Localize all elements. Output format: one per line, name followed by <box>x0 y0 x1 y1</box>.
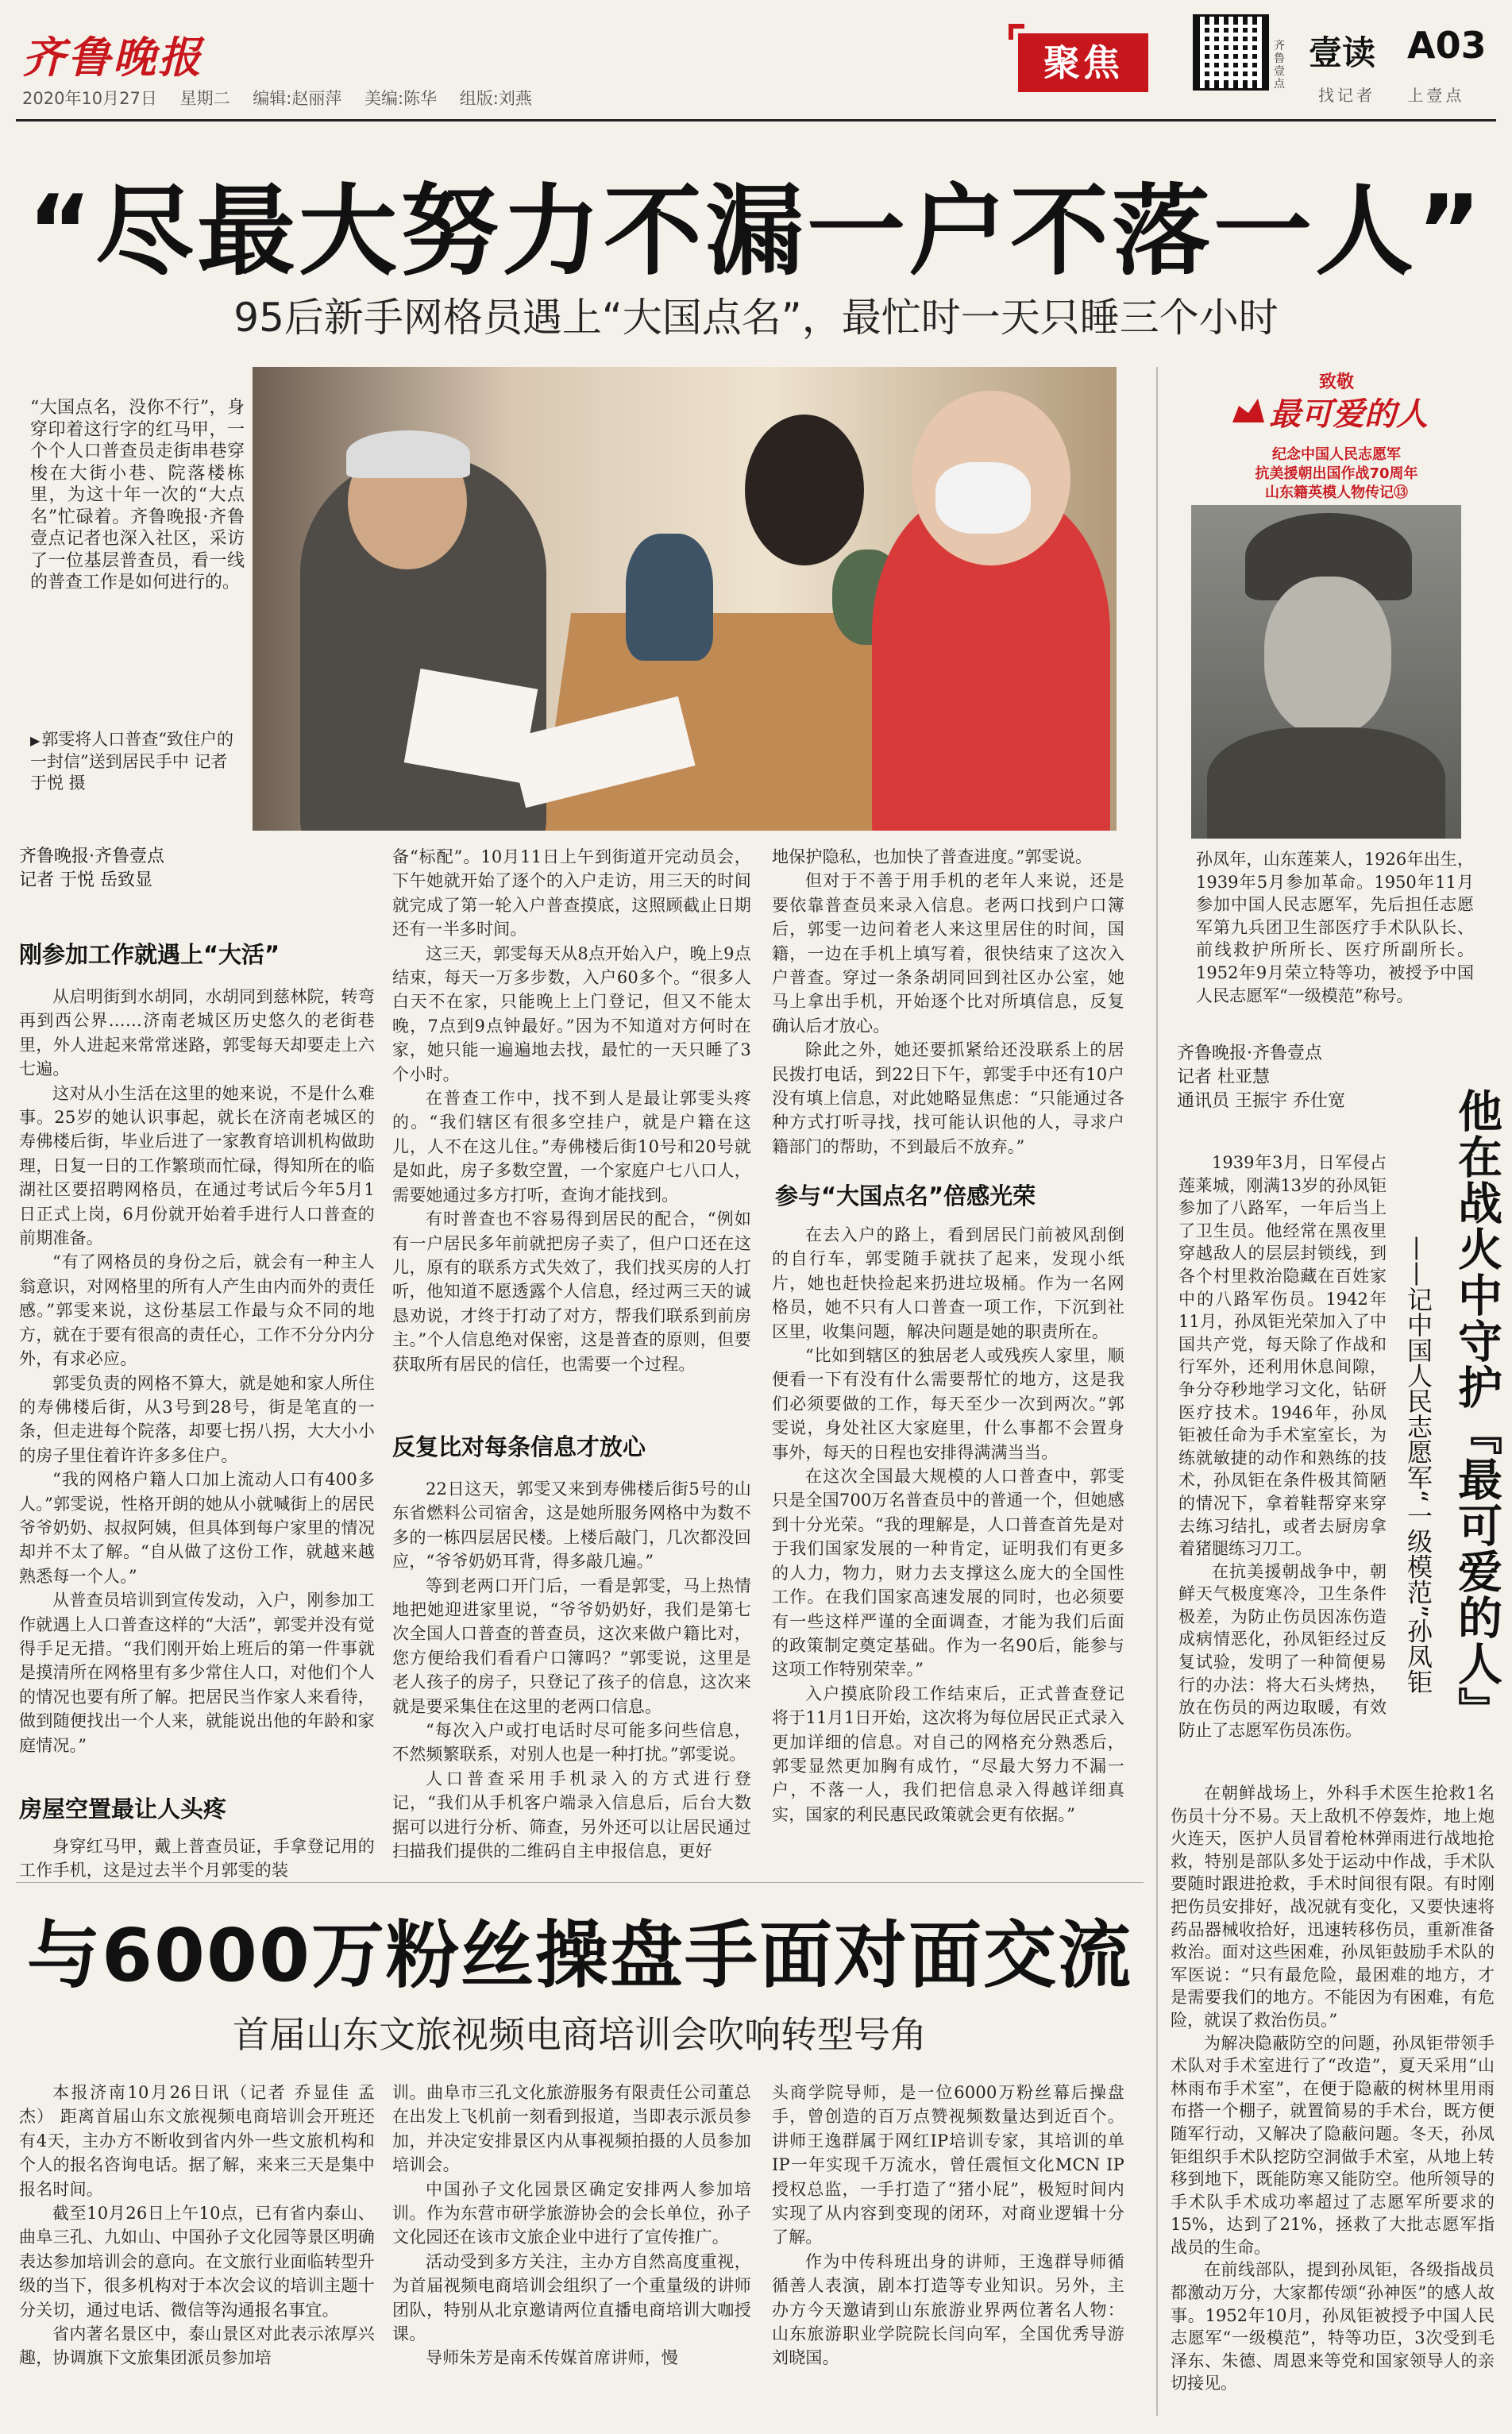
paragraph: 在普查工作中，找不到人是最让郭雯头疼的。“我们辖区有很多空挂户，就是户籍在这儿，人不在这儿住。”寿佛楼后街10号和20号就是如此，房子多数空置，一个家庭户七八口人，需要她通过多方打听，查询才能找到。 <box>392 1089 751 1205</box>
qr-label: 齐鲁壹点 <box>1274 40 1285 91</box>
main-byline <box>19 845 353 893</box>
dateline <box>22 86 550 110</box>
paragraph: 除此之外，她还要抓紧给还没联系上的居民拨打电话，到22日下午，郭雯手中还有10户没有填上信息，对此她略显焦虑：“只能通过各种方式打听寻找，找可能认识他的人，寻求户籍部门的帮助，不到最后不放弃。” <box>772 1040 1124 1156</box>
photo-decor-vase <box>626 534 713 661</box>
second-headline: 与6000万粉丝操盘手面对面交流 <box>26 1913 1133 1998</box>
paragraph: 等到老两口开门后，一看是郭雯，马上热情地把她迎进家里说，“爷爷奶奶好，我们是第七次全国人口普查的普查员，这次来做户籍比对，您方便给我们看看户口簿吗？”郭雯说，这里是老人孩子的房子，只登记了孩子的信息，这次来就是要采集住在这里的老两口信息。 <box>392 1576 751 1716</box>
paragraph: 在抗美援朝战争中，朝鲜天气极度寒冷，卫生条件极差，为防止伤员因冻伤造成病情恶化，孙凤钜经过反复试验，发明了一种简便易行的办法：将大石头烤热，放在伤员的两边取暖，有效防止了志愿军伤员冻伤。 <box>1178 1561 1387 1740</box>
section-name: 壹读 <box>1309 33 1376 72</box>
paragraph: 人口普查采用手机录入的方式进行登记，“我们从手机客户端录入信息后，后台大数据可以进行分析、筛查，另外还可以让居民通过扫描我们提供的二维码自主申报信息，更好 <box>392 1769 751 1861</box>
paragraph: 地保护隐私，也加快了普查进度。”郭雯说。 <box>772 847 1093 866</box>
paragraph: 为解决隐蔽防空的问题，孙凤钜带领手术队对手术室进行了“改造”，夏天采用“山林雨布手术室”，在便于隐蔽的树林里用雨布搭一个棚子，就置简易的手术台，既方便随军行动，又解决了隐蔽问题。冬天，孙凤钜组织手术队挖防空洞做手术室，从地上转移到地下，既能防寒又能防空。他所领导的手术队手术成功率超过了志愿军所要求的15%，达到了21%，拯救了大批志愿军指战员的生命。 <box>1171 2033 1495 2257</box>
paragraph: 22日这天，郭雯又来到寿佛楼后街5号的山东省燃料公司宿舍，这是她所服务网格中为数不多的一栋四层居民楼。上楼后敲门，几次都没回应，“爷爷奶奶耳背，得多敲几遍。” <box>392 1479 751 1572</box>
series-line-2: 抗美援朝出国作战70周年 <box>1255 465 1418 482</box>
paragraph: 备“标配”。10月11日上午到街道开完动员会，下午她就开始了逐个的入户走访，用三天的时间就完成了第一轮入户普查摸底，这照顾截止日期还有一半多时间。 <box>392 847 751 939</box>
second-subheadline: 首届山东文旅视频电商培训会吹响转型号角 <box>233 2013 927 2056</box>
paragraph: 训。曲阜市三孔文化旅游服务有限责任公司董总在出发上飞机前一刻看到报道，当即表示派员参加，并决定安排景区内从事视频拍摄的人员参加培训会。 <box>392 2083 751 2175</box>
paragraph: 在这次全国最大规模的人口普查中，郭雯只是全国700万名普查员中的普通一个，但她感到十分光荣。“我的理解是，人口普查首先是对于我们国家发展的一种肯定，证明我们有更多的人力，物力，财力去支撑这么庞大的全国性工作。在我们国家高速发展的同时，也必须要有一些这样严谨的全面调查，才能为我们后面的政策制定奠定基础。作为一名90后，能参与这项工作特别荣幸。” <box>772 1467 1124 1680</box>
series-line-1: 纪念中国人民志愿军 <box>1272 446 1401 463</box>
photo-face-mask <box>935 462 1031 534</box>
right-column-text-2 <box>1171 1782 1495 2395</box>
paragraph: 有时普查也不容易得到居民的配合，“例如有一户居民多年前就把房子卖了，但户口还在这儿，原有的联系方式失效了，我们找买房的人打听，他知道不愿透露个人信息，经过两三天的诚恳劝说，才终于打动了对方，帮我们联系到前房主。”个人信息绝对保密，这是普查的原则，但要获取所有居民的信任，也需要一个过程。 <box>392 1209 751 1374</box>
column-3 <box>772 845 1124 1159</box>
portrait-photo <box>1191 505 1461 839</box>
section-tag-label: 聚焦 <box>1018 33 1148 92</box>
series-title: 最可爱的人 <box>1269 396 1428 433</box>
paragraph: 但对于不善于用手机的老年人来说，还是要依靠普查员来录入信息。老两口找到户口簿后，郭雯一边问着老人来这里居住的时间，国籍，一边在手机上填写着，很快结束了这次入户普查。穿过一条条胡同回到社区办公室，她马上拿出手机，开始逐个比对所填信息，反复确认后才放心。 <box>772 871 1124 1036</box>
photo-caption: ▶ 郭雯将人口普查“致住户的一封信”送到居民手中 记者 于悦 摄 <box>30 729 246 794</box>
flag-icon <box>1232 399 1264 422</box>
reporter-slogan: 找记者 上壹点 <box>1318 86 1465 105</box>
paragraph: 1939年3月，日军侵占莲莱城，刚满13岁的孙凤钜参加了八路军，一年后当上了卫生员。他经常在黑夜里穿越敌人的层层封锁线，到各个村里救治隐藏在百姓家中的八路军伤员。1942年11月，孙凤钜光荣加入了中国共产党，每天除了作战和行军外，还利用休息间隙，争分夺秒地学习文化，钻研医疗技术。1946年，孙凤钜被任命为手术室室长，为练就敏捷的动作和熟练的技术，孙凤钜在条件极其简陋的情况下，拿着鞋帮穿来穿去练习结扎，或者去厨房拿着猪腿练习刀工。 <box>1178 1153 1387 1559</box>
second-column-2 <box>392 2081 751 2370</box>
paragraph: 头商学院导师，是一位6000万粉丝幕后操盘手，曾创造的百万点赞视频数量达到近百个。讲师王逸群属于网红IP培训专家，其培训的单IP一年实现千万流水，曾任震恒文化MCN IP授权总监，一手打造了“猪小屁”，极短时间内实现了从内容到变现的闭环，对商业逻辑十分了解。 <box>772 2083 1124 2247</box>
series-line-3: 山东籍英模人物传记⑬ <box>1265 484 1408 501</box>
byline-outlet: 齐鲁晚报·齐鲁壹点 <box>1177 1043 1322 1063</box>
column-divider <box>1156 367 1158 2416</box>
issue-date: 2020年10月27日 <box>22 89 157 108</box>
byline-reporter: 记者 杜亚慧 <box>1177 1067 1270 1087</box>
paragraph: 这对从小生活在这里的她来说，不是什么难事。25岁的她认识事起，就长在济南老城区的寿佛楼后街，毕业后进了一家教育培训机构做助理，日复一日的工作繁琐而忙碌，得知所在的临湖社区要招聘网格员，在通过考试后今年5月1日正式上岗，6月份就开始着手进行人口普查的前期准备。 <box>19 1083 375 1248</box>
paragraph: 这三天，郭雯每天从8点开始入户，晚上9点结束，每天一万多步数，入户60多个。“很多人白天不在家，只能晚上上门登记，但又不能太晚，7点到9点钟最好。”因为不知道对方何时在家，她只能一遍遍地去找，最忙的一天只睡了3个小时。 <box>392 943 751 1084</box>
byline-outlet: 齐鲁晚报·齐鲁壹点 <box>19 847 164 866</box>
masthead-logo: 齐鲁晚报 <box>22 33 203 83</box>
article-divider <box>16 1882 1144 1883</box>
column-2-cont <box>392 1477 751 1864</box>
paragraph: 导师朱芳是南禾传媒首席讲师，慢 <box>426 2348 678 2368</box>
main-headline: “尽最大努力不漏一户不落一人” <box>27 175 1485 289</box>
paragraph: 中国孙子文化园景区确定安排两人参加培训。作为东营市研学旅游协会的会长单位，孙子文化园还在该市文旅企业中进行了宣传推广。 <box>392 2179 751 2247</box>
paragraph: 郭雯负责的网格不算大，就是她和家人所住的寿佛楼后街，从3号到28号，街是笔直的一条，但走进每个院落，却要七拐八拐，大大小小的房子里住着许许多多住户。 <box>19 1373 375 1465</box>
paragraph: 从普查员培训到宣传发动，入户，刚参加工作就遇上人口普查这样的“大活”，郭雯并没有觉得手足无措。“我们刚开始上班后的第一件事就是摸清所在网格里有多少常住人口，对他们个人的情况也要有所了解。把居民当作家人来看待，做到随便找出一个人来，就能说出他的年龄和家庭情况。” <box>19 1591 375 1755</box>
column-1-cont <box>19 1834 375 1883</box>
qr-code-icon[interactable] <box>1193 14 1269 91</box>
photo-decor-plate <box>745 415 864 565</box>
subhead-1: 刚参加工作就遇上“大活” <box>19 941 280 968</box>
portrait-uniform <box>1207 727 1445 839</box>
layout-credit: 组版:刘燕 <box>459 89 532 108</box>
paragraph: 身穿红马甲，戴上普查员证，手拿登记用的工作手机，这是过去半个月郭雯的装 <box>19 1837 375 1880</box>
paragraph: 省内著名景区中，泰山景区对此表示浓厚兴趣，协调旗下文旅集团派员参加培 <box>19 2324 375 2368</box>
right-headline: 他在战火中守护『最可爱的人』 <box>1451 1088 1502 1733</box>
subhead-4: 参与“大国点名”倍感光荣 <box>775 1182 1036 1209</box>
issue-weekday: 星期二 <box>179 89 230 108</box>
column-2 <box>392 845 751 1376</box>
news-photo <box>253 367 1117 831</box>
paragraph: 本报济南10月26日讯（记者 乔显佳 孟杰） 距离首届山东文旅视频电商培训会开班还有4天，主办方不断收到省内外一些文旅机构和个人的报名咨询电话。据了解，来来三天是集中报名时间。 <box>19 2083 375 2199</box>
paragraph: “每次入户或打电话时尽可能多问些信息，不然频繁联系，对别人也是一种打扰。”郭雯说。 <box>392 1721 751 1765</box>
subhead-3: 反复比对每条信息才放心 <box>392 1433 646 1460</box>
section-tag <box>1009 13 1151 95</box>
paragraph: 截至10月26日上午10点，已有省内泰山、曲阜三孔、九如山、中国孙子文化园等景区明确表达参加培训会的意向。在文旅行业面临转型升级的当下，很多机构对于本次会议的培训主题十分关切，通过电话、微信等沟通报名事宜。 <box>19 2204 375 2320</box>
second-column-3 <box>772 2081 1124 2370</box>
second-column-1 <box>19 2081 375 2370</box>
right-subheadline: ——记中国人民志愿军“一级模范”孙凤钜 <box>1403 1236 1433 1695</box>
editor-credit: 编辑:赵丽萍 <box>253 89 342 108</box>
byline-correspondents: 通讯员 王振宇 乔仕宽 <box>1177 1091 1345 1111</box>
paragraph: 作为中传科班出身的讲师，王逸群导师循循善人表演，剧本打造等专业知识。另外，主办方今天邀请到山东旅游业界两位著名人物：山东旅游职业学院院长闫向军，全国优秀导游刘晓国。 <box>772 2251 1124 2368</box>
series-banner <box>1198 368 1475 503</box>
subhead-2: 房屋空置最让人头疼 <box>19 1796 227 1823</box>
column-3-cont <box>772 1223 1124 1826</box>
art-editor-credit: 美编:陈华 <box>364 89 438 108</box>
main-subheadline: 95后新手网格员遇上“大国点名”，最忙时一天只睡三个小时 <box>233 295 1279 341</box>
portrait-bio: 孙凤年，山东莲莱人，1926年出生，1939年5月参加革命。1950年11月参加中国人民志愿军，先后担任志愿军第九兵团卫生部医疗手术队队长、前线救护所所长、医疗所副所长。1952年9月荣立特等功，被授予中国人民志愿军“一级模范”称号。 <box>1196 850 1474 1005</box>
photo-man-hair <box>346 430 470 478</box>
column-1 <box>19 985 375 1757</box>
page-number: A03 <box>1407 24 1487 67</box>
header-divider <box>16 119 1496 122</box>
paragraph: “有了网格员的身份之后，就会有一种主人翁意识，对网格里的所有人产生由内而外的责任感。”郭雯来说，这份基层工作最与众不同的地方，就在于要有很高的责任心，工作不分分内分外，有求必应。 <box>19 1252 375 1369</box>
series-small: 致敬 <box>1318 372 1354 392</box>
article-lede: “大国点名，没你不行”，身穿印着这行字的红马甲，一个个人口普查员走街串巷穿梭在大街小巷、院落楼栋里，为这十年一次的“大点名”忙碌着。齐鲁晚报·齐鲁壹点记者也深入社区，采访了一位基层普查员，看一线的普查工作是如何进行的。 <box>30 398 245 592</box>
paragraph: 在去入户的路上，看到居民门前被风刮倒的自行车，郭雯随手就扶了起来，发现小纸片，她也赶快捡起来扔进垃圾桶。作为一名网格员，她不只有人口普查一项工作，下沉到社区里，收集问题，解决问题是她的职责所在。 <box>772 1225 1124 1341</box>
byline-reporters: 记者 于悦 岳致显 <box>19 870 152 890</box>
paragraph: 入户摸底阶段工作结束后，正式普查登记将于11月1日开始，这次将为每位居民正式录入更加详细的信息。对自己的网格充分熟悉后，郭雯显然更加胸有成竹，“尽最大努力不漏一户，不落一人，我们把信息录入得越详细真实，国家的利民惠民政策就会更有依据。” <box>772 1684 1124 1824</box>
paragraph: “我的网格户籍人口加上流动人口有400多人。”郭雯说，性格开朗的她从小就喊街上的居民爷爷奶奶、叔叔阿姨，但具体到每户家里的情况却并不太了解。“自从做了这份工作，就越来越熟悉每一个人。” <box>19 1470 375 1586</box>
paragraph: 在朝鲜战场上，外科手术医生抢救1名伤员十分不易。天上敌机不停轰炸，地上炮火连天，医护人员冒着枪林弹雨进行战地抢救，特别是部队多处于运动中作战，手术队要随时跟进抢救，手术时间很有限。有时刚把伤员安排好，战况就有变化，又要快速将药品器械收拾好，迅速转移伤员，重新准备救治。面对这些困难，孙凤钜鼓励手术队的军医说：“只有最危险，最困难的地方，才是需要我们的地方。不能因为有困难，有危险，就误了救治伤员。” <box>1171 1784 1495 2030</box>
right-byline <box>1177 1042 1360 1113</box>
paragraph: 在前线部队，提到孙凤钜，各级指战员都激动万分，大家都传颂“孙神医”的感人故事。1952年10月，孙凤钜被授予中国人民志愿军“一级模范”，特等功臣，3次受到毛泽东、朱德、周恩来等党和国家领导人的亲切接见。 <box>1171 2260 1495 2393</box>
paragraph: 活动受到多方关注，主办方自然高度重视，为首届视频电商培训会组织了一个重量级的讲师团队，特别从北京邀请两位直播电商培训大咖授课。 <box>392 2251 751 2344</box>
portrait-face <box>1264 577 1391 735</box>
paragraph: “比如到辖区的独居老人或残疾人家里，顺便看一下有没有什么需要帮忙的地方，这是我们必须要做的工作，每天至少一次到两次。”郭雯说，身处社区大家庭里，什么事都不会置身事外，每天的日程也安排得满满当当。 <box>772 1346 1124 1462</box>
paragraph: 从启明街到水胡同，水胡同到慈林院，转弯再到西公界……济南老城区历史悠久的老街巷里，外人进起来常常迷路，郭雯每天却要走上六七遍。 <box>19 987 375 1079</box>
right-column-text <box>1178 1151 1387 1742</box>
